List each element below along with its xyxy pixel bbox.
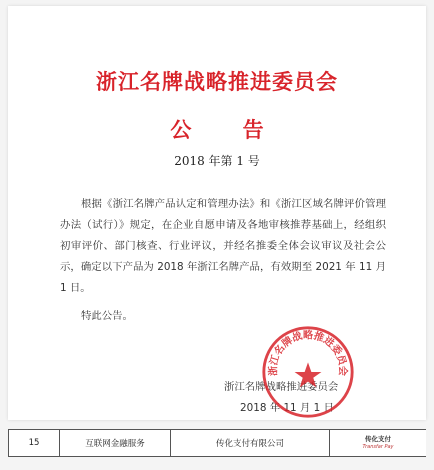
transfar-pay-logo-icon [362,435,393,451]
signature-org: 浙江名牌战略推进委员会 [224,381,339,393]
seal-text: 浙江名牌战略推进委员会 [268,330,348,377]
cell-enterprise: 传化支付有限公司 [171,430,330,456]
document-number: 2018 年第 1 号 [174,154,260,168]
org-title: 浙江名牌战略推进委员会 [96,70,338,94]
signature-date: 2018 年 11 月 1 日 [240,402,334,414]
notice-document [8,6,426,420]
logo-main-text: 传化支付 [364,435,391,443]
cell-brand-logo [330,430,426,456]
official-seal-icon [260,324,356,420]
notice-body-paragraph: 根据《浙江名牌产品认定和管理办法》和《浙江区域名牌评价管理办法（试行）》规定，在企业自愿申请及各地审核推荐基础上，经组织初审评价、部门核查、行业评议，并经名推委全体会议审议及社会公示，确定以下产品为 2018 年浙江名牌产品，有效期至 2021 年 11 月 1 日。 [60,198,386,294]
notice-heading: 公 告 [170,118,286,142]
table-row [8,429,426,457]
cell-number: 15 [8,430,60,456]
notice-closing-paragraph: 特此公告。 [81,310,133,322]
logo-sub-text: Transfar Pay [362,444,394,450]
cell-category: 互联网金融服务 [60,430,171,456]
